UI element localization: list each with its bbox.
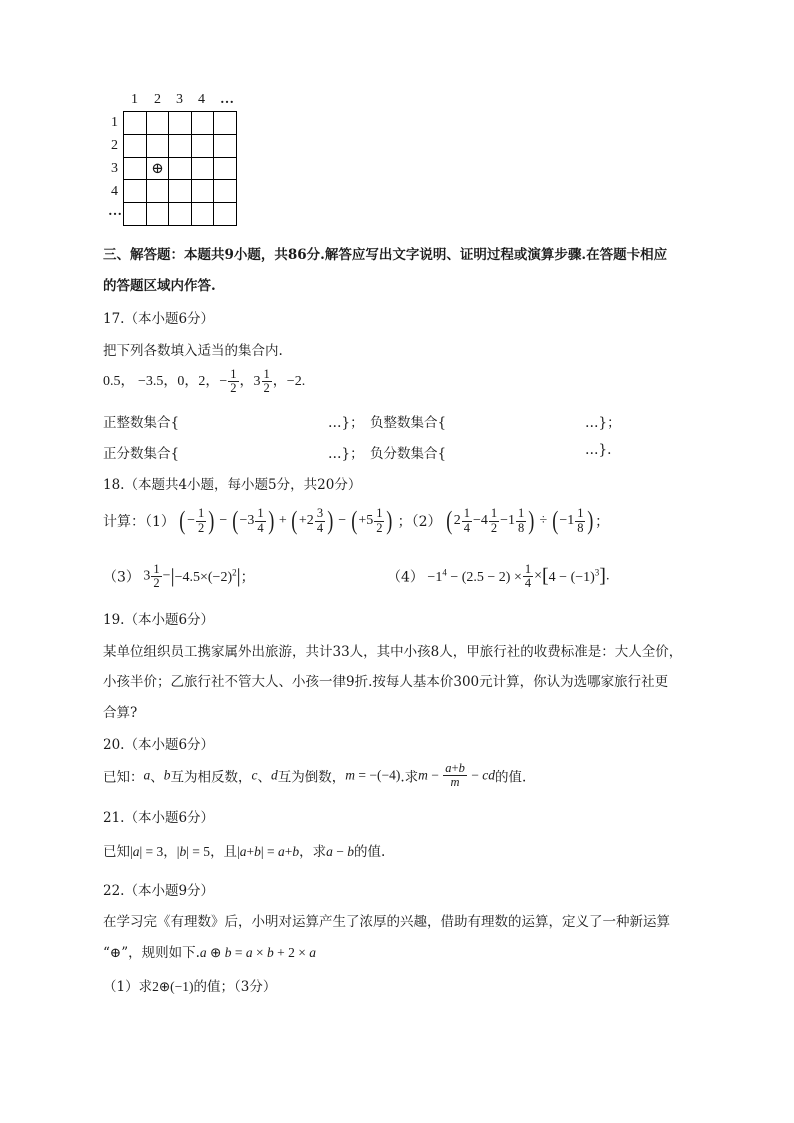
q19-line3: 合算?	[103, 705, 138, 721]
text: 的值.	[353, 844, 386, 860]
grid-cell	[124, 135, 147, 158]
col-label: 1	[131, 92, 138, 107]
set-close: …}；	[585, 415, 621, 431]
grid-cell	[124, 180, 147, 203]
row-label: 2	[111, 138, 118, 153]
grid-cell	[169, 180, 192, 203]
text: 的值.	[494, 769, 527, 786]
col-label: 2	[154, 92, 161, 107]
grid-cell	[192, 180, 215, 203]
grid-col-labels	[123, 92, 243, 110]
q19-line1: 某单位组织员工携家属外出旅游，共计33人，其中小孩8人，甲旅行社的收费标准是：大人全价，	[103, 644, 683, 660]
set-positive-integers-label: 正整数集合{	[103, 415, 180, 431]
denominator: 2	[230, 381, 237, 396]
row-label: …	[108, 204, 122, 219]
col-label: 4	[198, 92, 205, 107]
part2-label: ；（2）	[397, 514, 442, 530]
grid-cell	[214, 158, 237, 181]
grid-cell	[214, 135, 237, 158]
grid-cell	[124, 112, 147, 135]
set-negative-fractions-label: 负分数集合{	[370, 446, 447, 462]
text: 互为倒数，	[277, 769, 346, 786]
text: 互为相反数，	[170, 769, 252, 786]
part3-label: （3）	[103, 569, 140, 586]
grid-cell	[192, 203, 215, 226]
q22-header: 22.（本小题9分）	[103, 883, 215, 899]
grid-cell	[169, 158, 192, 181]
q22-part1: （1）求2⊕(−1)的值；（3分）	[103, 979, 277, 995]
q17-header: 17.（本小题6分）	[103, 311, 215, 327]
section-heading-line1: 三、解答题：本题共9小题，共86分.解答应写出文字说明、证明过程或演算步骤.在答题卡相应	[103, 247, 668, 263]
coordinate-grid	[123, 111, 237, 226]
number-item: ，−2.	[272, 373, 306, 389]
part4-label: （4）	[387, 569, 424, 586]
text: ，求	[299, 844, 327, 860]
number-item: 0.5，	[103, 373, 135, 389]
q21-header: 21.（本小题6分）	[103, 810, 215, 826]
grid-cell	[214, 203, 237, 226]
grid-cell	[214, 112, 237, 135]
row-label: 1	[111, 115, 118, 130]
number-item: −3.5，0，2，−	[138, 373, 228, 389]
q19-line2: 小孩半价；乙旅行社不管大人、小孩一律9折.按每人基本价300元计算，你认为选哪家旅行社更	[103, 674, 669, 690]
set-close: …}；	[328, 446, 364, 462]
text: “⊕”，规则如下.	[103, 945, 200, 961]
text: 已知：	[103, 769, 144, 786]
grid-cell	[147, 180, 170, 203]
text: 的值；（3分）	[193, 979, 277, 995]
numerator: 1	[263, 367, 270, 381]
grid-cell	[147, 203, 170, 226]
set-close: …}；	[328, 415, 364, 431]
q22-line1: 在学习完《有理数》后，小明对运算产生了浓厚的兴趣，借助有理数的运算，定义了一种新运算	[103, 914, 670, 930]
denominator: 2	[263, 381, 270, 396]
calc-label: 计算：（1）	[103, 514, 175, 530]
grid-row-labels	[108, 112, 122, 228]
grid-cell	[124, 203, 147, 226]
text: .求	[400, 769, 419, 786]
grid-cell-marked: ⊕	[147, 158, 170, 181]
text: ，且	[210, 844, 238, 860]
grid-cell	[147, 112, 170, 135]
fraction	[262, 368, 272, 395]
q18-calc-row2-right: $(4) -1^4 - (2.5 - 2)$ × $\frac{1}{4}$ $\times[4 - (-1)^3]$.	[387, 562, 610, 591]
q18-calc-row1: 计算：（1） (− $\frac{1}{2}$ ) − (−3 $\frac{1}{4}$ ) + (+2 $\frac{3}{4}$ ) − (+5 $\frac{1}{2}$ ) ；（2） (2 $\frac{1}{4}$ −4 $\frac{1}{2}$ −1 $\frac{1}{8}$ ) ÷ (−1 $\frac{1}{8}$ )；	[103, 506, 610, 535]
section-heading-line2: 的答题区域内作答.	[103, 278, 216, 294]
set-close-final: …}.	[585, 442, 612, 458]
q22-line2: “⊕”，规则如下.a ⊕ b = a × b + 2 × a	[103, 945, 316, 961]
q20-header: 20.（本小题6分）	[103, 737, 215, 753]
q18-calc-row2: （3） 3 $\frac{1}{2}$ $-|-4.5\times(-2)^2|$；	[103, 562, 255, 591]
text: （1）求	[103, 979, 153, 995]
text: 已知	[103, 844, 130, 860]
col-label: …	[220, 92, 234, 107]
grid-cell	[214, 180, 237, 203]
q20-statement: 已知：a、b互为相反数，c、d互为倒数，m = −(−4).求m − $\frac{a+b}{m}$ − cd的值.	[103, 761, 527, 790]
grid-cell	[169, 135, 192, 158]
grid-cell	[192, 158, 215, 181]
grid-cell	[169, 203, 192, 226]
q17-instruction: 把下列各数填入适当的集合内.	[103, 343, 283, 359]
grid-cell	[192, 112, 215, 135]
q17-numbers	[103, 368, 305, 395]
grid-cell	[147, 135, 170, 158]
grid-cell	[169, 112, 192, 135]
set-positive-fractions-label: 正分数集合{	[103, 446, 180, 462]
grid-cell	[124, 158, 147, 181]
col-label: 3	[176, 92, 183, 107]
q21-statement: 已知|a| = 3，|b| = 5，且|a+b| = a+b，求a − b的值.	[103, 844, 386, 860]
grid-cell	[192, 135, 215, 158]
row-label: 4	[111, 184, 118, 199]
q19-header: 19.（本小题6分）	[103, 612, 215, 628]
set-negative-integers-label: 负整数集合{	[370, 415, 447, 431]
row-label: 3	[111, 161, 118, 176]
q18-header: 18.（本题共4小题，每小题5分，共20分）	[103, 477, 362, 493]
numerator: 1	[230, 367, 237, 381]
fraction	[228, 368, 238, 395]
number-item: ，3	[239, 373, 261, 389]
